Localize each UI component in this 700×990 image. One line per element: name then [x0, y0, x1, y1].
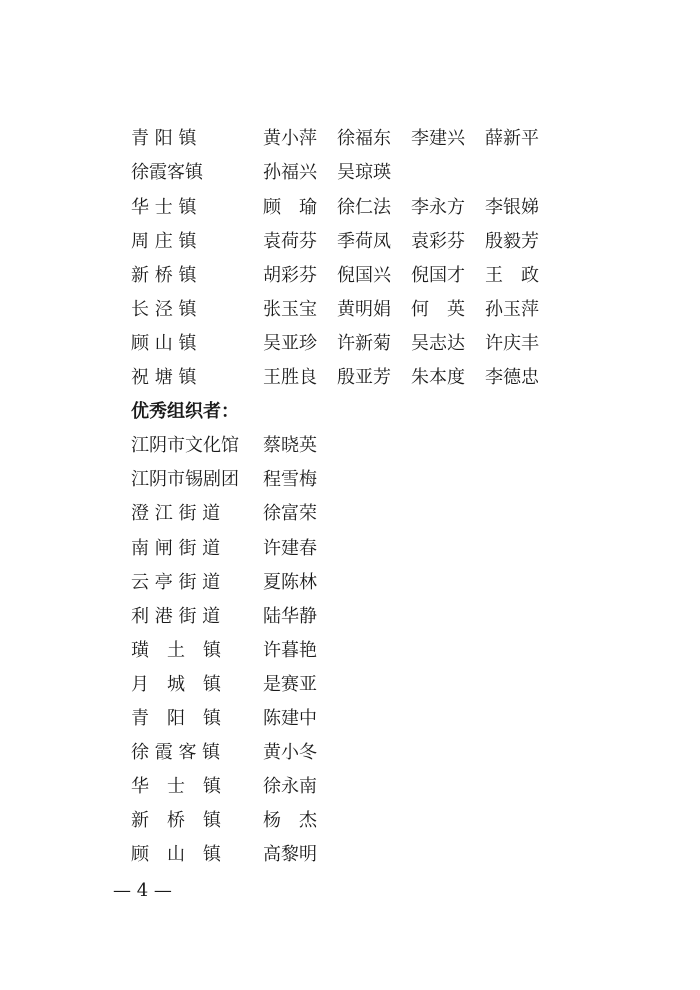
person-name: 殷毅芳	[485, 231, 539, 252]
person-name: 徐富荣	[263, 503, 317, 524]
list-item	[0, 704, 700, 734]
person-name: 黄明娟	[337, 299, 391, 320]
person-name: 倪国才	[411, 265, 465, 286]
town-name: 周 庄 镇	[131, 231, 197, 252]
person-name: 王 政	[485, 265, 539, 286]
town-name: 徐霞客镇	[131, 162, 203, 183]
organization-name: 利 港 街 道	[131, 606, 221, 627]
person-name: 何 英	[411, 299, 465, 320]
person-name: 孙福兴	[263, 162, 317, 183]
list-item	[0, 158, 700, 188]
person-name: 徐永南	[263, 776, 317, 797]
person-name: 李银娣	[485, 197, 539, 218]
list-item	[0, 568, 700, 598]
person-name: 薛新平	[485, 128, 539, 149]
person-name: 孙玉萍	[485, 299, 539, 320]
person-name: 蔡晓英	[263, 435, 317, 456]
person-name: 袁彩芬	[411, 231, 465, 252]
list-item	[0, 227, 700, 257]
person-name: 夏陈林	[263, 572, 317, 593]
list-item	[0, 806, 700, 836]
person-name: 朱本度	[411, 367, 465, 388]
organization-name: 云 亭 街 道	[131, 572, 221, 593]
person-name: 王胜良	[263, 367, 317, 388]
town-name: 华 士 镇	[131, 197, 197, 218]
list-item	[0, 670, 700, 700]
list-item	[0, 193, 700, 223]
person-name: 是赛亚	[263, 674, 317, 695]
person-name: 程雪梅	[263, 469, 317, 490]
person-name: 倪国兴	[337, 265, 391, 286]
person-name: 袁荷芬	[263, 231, 317, 252]
person-name: 陆华静	[263, 606, 317, 627]
person-name: 李永方	[411, 197, 465, 218]
person-name: 黄小冬	[263, 742, 317, 763]
person-name: 徐福东	[337, 128, 391, 149]
person-name: 李建兴	[411, 128, 465, 149]
person-name: 殷亚芳	[337, 367, 391, 388]
list-item	[0, 363, 700, 393]
organization-name: 顾 山 镇	[131, 844, 221, 865]
page-number: — 4 —	[113, 880, 172, 901]
list-item	[0, 772, 700, 802]
list-item	[0, 329, 700, 359]
person-name: 许新菊	[337, 333, 391, 354]
person-name: 许庆丰	[485, 333, 539, 354]
list-item	[0, 602, 700, 632]
list-item	[0, 840, 700, 870]
town-name: 新 桥 镇	[131, 265, 197, 286]
person-name: 许暮艳	[263, 640, 317, 661]
organization-name: 新 桥 镇	[131, 810, 221, 831]
town-name: 长 泾 镇	[131, 299, 197, 320]
list-item	[0, 124, 700, 154]
organization-name: 璜 土 镇	[131, 640, 221, 661]
person-name: 吴琼瑛	[337, 162, 391, 183]
organization-name: 南 闸 街 道	[131, 538, 221, 559]
person-name: 季荷凤	[337, 231, 391, 252]
person-name: 吴亚珍	[263, 333, 317, 354]
section-heading: 优秀组织者：	[131, 401, 239, 422]
person-name: 李德忠	[485, 367, 539, 388]
person-name: 张玉宝	[263, 299, 317, 320]
list-item	[0, 534, 700, 564]
list-item	[0, 465, 700, 495]
organization-name: 青 阳 镇	[131, 708, 221, 729]
person-name: 高黎明	[263, 844, 317, 865]
person-name: 黄小萍	[263, 128, 317, 149]
list-item	[0, 431, 700, 461]
organization-name: 月 城 镇	[131, 674, 221, 695]
organization-name: 澄 江 街 道	[131, 503, 221, 524]
list-item	[0, 499, 700, 529]
list-item	[0, 636, 700, 666]
person-name: 杨 杰	[263, 810, 317, 831]
organization-name: 江阴市文化馆	[131, 435, 239, 456]
person-name: 胡彩芬	[263, 265, 317, 286]
organization-name: 江阴市锡剧团	[131, 469, 239, 490]
list-item	[0, 295, 700, 325]
town-name: 祝 塘 镇	[131, 367, 197, 388]
person-name: 顾 瑜	[263, 197, 317, 218]
person-name: 许建春	[263, 538, 317, 559]
organization-name: 徐 霞 客 镇	[131, 742, 221, 763]
person-name: 徐仁法	[337, 197, 391, 218]
list-item	[0, 738, 700, 768]
town-name: 顾 山 镇	[131, 333, 197, 354]
list-item	[0, 261, 700, 291]
person-name: 陈建中	[263, 708, 317, 729]
organization-name: 华 士 镇	[131, 776, 221, 797]
town-name: 青 阳 镇	[131, 128, 197, 149]
person-name: 吴志达	[411, 333, 465, 354]
